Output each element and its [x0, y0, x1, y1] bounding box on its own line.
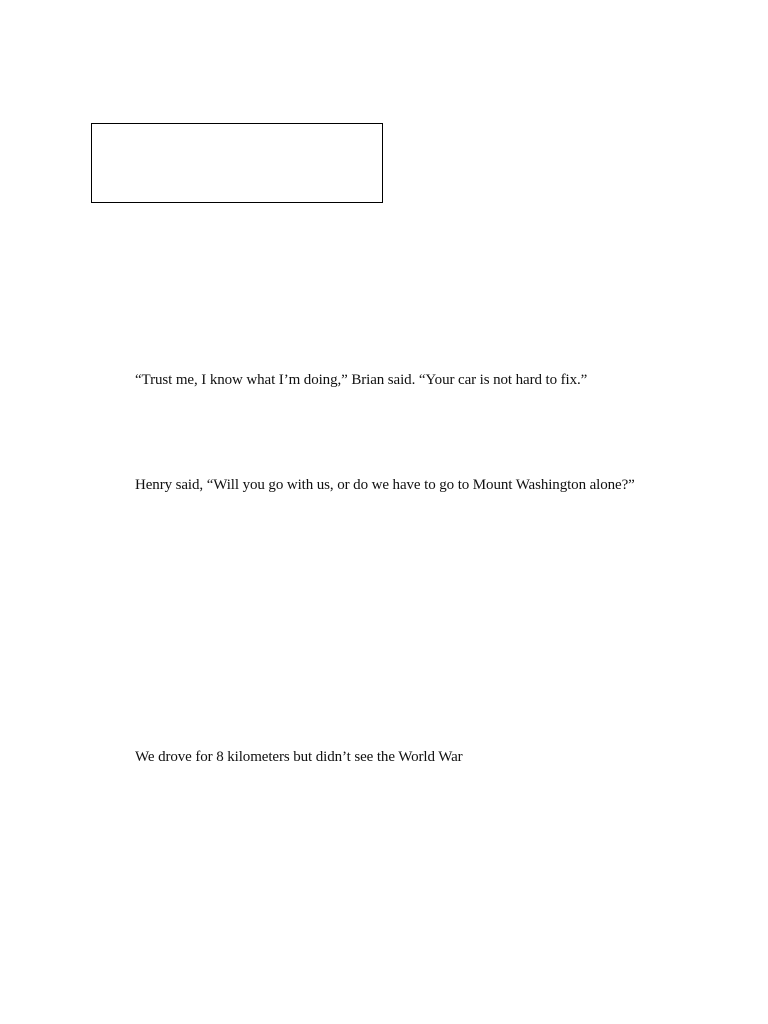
- sentence-3: We drove for 8 kilometers but didn’t see the World War: [135, 749, 463, 765]
- sentence-1: “Trust me, I know what I’m doing,” Brian said. “Your car is not hard to fix.”: [135, 372, 588, 388]
- sentence-2: Henry said, “Will you go with us, or do we have to go to Mount Washington alone?”: [135, 477, 635, 493]
- empty-answer-box: [91, 123, 383, 203]
